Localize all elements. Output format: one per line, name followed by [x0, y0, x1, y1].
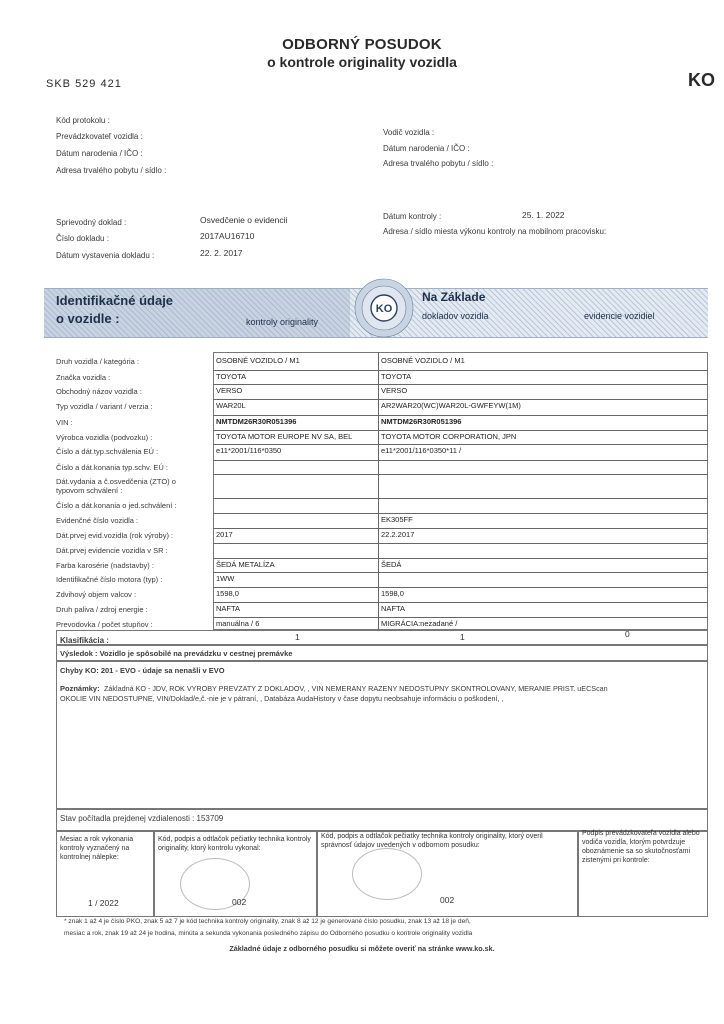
brand-mark: KO — [688, 70, 715, 90]
vehicle-row-separator — [213, 587, 708, 588]
band-right-title: Na Základe — [422, 290, 486, 304]
doc-number-value: 2017AU16710 — [200, 231, 255, 241]
vehicle-row-label: Značka vozidla : — [56, 373, 111, 382]
vehicle-row-label: Dát.prvej evid.vozidla (rok výroby) : — [56, 531, 174, 540]
vehicle-row-registry-value: e11*2001/116*0350*11 / — [381, 446, 462, 455]
footnote-line3: Základné údaje z odborného posudku si môžete overiť na stránke www.ko.sk. — [229, 944, 495, 953]
vehicle-row-registry-value: NMTDM26R30R051396 — [381, 417, 462, 426]
vehicle-row-registry-value: 22.2.2017 — [381, 530, 415, 539]
vehicle-row-doc-value: TOYOTA MOTOR EUROPE NV SA, BEL — [216, 432, 353, 441]
vehicle-row-separator — [213, 617, 708, 618]
vehicle-row-label: Číslo a dát.konania o jed.schválení : — [56, 501, 177, 510]
vehicle-row-doc-value: TOYOTA — [216, 372, 247, 381]
month-year-value: 1 / 2022 — [88, 898, 119, 908]
vehicle-row-label: Prevodovka / počet stupňov : — [56, 620, 153, 629]
vehicle-row-separator — [213, 444, 708, 445]
verifier-label: Kód, podpis a odtlačok pečiatky technika kontroly originality, ktorý overil správnosť údajov uvedených v odbornom posudku: — [321, 833, 543, 849]
vehicle-row-separator — [213, 474, 708, 475]
ko-seal-icon — [352, 276, 416, 340]
vehicle-row-registry-value: AR2WAR20(WC)WAR20L-GWFEYW(1M) — [381, 401, 521, 410]
vehicle-row-registry-value: NAFTA — [381, 604, 406, 613]
vehicle-row-label: Druh paliva / zdroj energie : — [56, 605, 148, 614]
vehicle-row-doc-value: e11*2001/116*0350 — [216, 446, 282, 455]
vehicle-row-doc-value: 2017 — [216, 530, 233, 539]
vehicle-row-doc-value: VERSO — [216, 386, 243, 395]
technician-label: Kód, podpis a odtlačok pečiatky technika kontroly originality, ktorý kontrolu vykonal: — [158, 836, 311, 852]
vehicle-row-separator — [213, 558, 708, 559]
birth-label: Dátum narodenia / IČO : — [56, 149, 143, 158]
vehicle-row-doc-value: OSOBNÉ VOZIDLO / M1 — [216, 356, 300, 365]
band-docs-label: dokladov vozidla — [422, 311, 489, 321]
footnote-line1: * znak 1 až 4 je číslo PKO, znak 5 až 7 je kód technika kontroly originality, znak 8 až 12 je generované číslo posudku, znak 13 až 18 je deň, — [64, 918, 471, 925]
vehicle-row-separator — [213, 384, 708, 385]
vehicle-row-doc-value: 1598,0 — [216, 589, 239, 598]
result-text: Výsledok : Vozidlo je spôsobilé na prevádzku v cestnej premávke — [60, 649, 293, 658]
vehicle-row-separator — [213, 430, 708, 431]
seal-text: KO — [375, 303, 393, 315]
vehicle-row-label: Číslo a dát.typ.schválenia EÚ : — [56, 447, 159, 456]
vehicle-row-separator — [213, 543, 708, 544]
driver-birth-label: Dátum narodenia / IČO : — [383, 144, 470, 153]
document-title: ODBORNÝ POSUDOK — [282, 36, 442, 53]
vehicle-row-separator — [213, 572, 708, 573]
vehicle-row-registry-value: TOYOTA — [381, 372, 412, 381]
vehicle-table-grid — [213, 352, 708, 630]
technician-code: 002 — [232, 897, 247, 907]
vehicle-row-label: Typ vozidla / variant / verzia : — [56, 402, 153, 411]
vehicle-row-label: Výrobca vozidla (podvozku) : — [56, 433, 153, 442]
classification-label: Klasifikácia : — [60, 636, 109, 645]
protocol-label: Kód protokolu : — [56, 116, 110, 125]
vehicle-row-separator — [213, 415, 708, 416]
classification-row — [56, 630, 708, 645]
vehicle-row-registry-value: TOYOTA MOTOR CORPORATION, JPN — [381, 432, 517, 441]
operator-signature-label: Podpis prevádzkovateľa vozidla alebo vodiča vozidla, ktorým potvrdzuje oboznámenie sa so skutočnosťami zistenými pri kontrole: — [582, 830, 700, 864]
control-date-value: 25. 1. 2022 — [522, 210, 565, 220]
serial-number: SKB 529 421 — [46, 78, 122, 90]
doc-number-label: Číslo dokladu : — [56, 234, 109, 243]
doc-issued-value: 22. 2. 2017 — [200, 248, 243, 258]
classification-value-3: 0 — [625, 629, 630, 639]
vehicle-row-label: Identifikačné číslo motora (typ) : — [56, 575, 163, 584]
vehicle-row-separator — [213, 460, 708, 461]
month-year-label: Mesiac a rok vykonania kontroly vyznačený na kontrolnej nálepke: — [60, 836, 134, 861]
vehicle-row-separator — [213, 399, 708, 400]
notes-label: Poznámky: — [60, 684, 100, 693]
defects-text: Chyby KO: 201 - EVO - údaje sa nenašli v EVO — [60, 666, 225, 675]
vehicle-row-registry-value: EK305FF — [381, 515, 413, 524]
doc-value: Osvedčenie o evidencii — [200, 215, 288, 225]
driver-address-label: Adresa trvalého pobytu / sídlo : — [383, 159, 494, 168]
band-title-line2: o vozidle : — [56, 311, 120, 326]
vehicle-row-label: Zdvihový objem valcov : — [56, 590, 137, 599]
vehicle-row-doc-value: NAFTA — [216, 604, 241, 613]
vehicle-row-registry-value: ŠEDÁ — [381, 560, 402, 569]
vehicle-row-label: Dát.prvej evidencie vozidla v SR : — [56, 546, 168, 555]
vehicle-row-registry-value: 1598,0 — [381, 589, 404, 598]
vehicle-row-registry-value: MIGRÁCIA:nezadané / — [381, 619, 458, 628]
document-subtitle: o kontrole originality vozidla — [267, 54, 457, 70]
vehicle-row-separator — [213, 498, 708, 499]
address-label: Adresa trvalého pobytu / sídlo : — [56, 166, 167, 175]
band-title-line1: Identifikačné údaje — [56, 293, 174, 308]
vehicle-row-doc-value: WAR20L — [216, 401, 246, 410]
notes-line2: OKOLIE VIN NEDOSTUPNE, VIN/Doklad/e,č.-nie je v pátraní, , Databáza AudaHistory v čase dopytu neobsahuje informáciu o poškodení, , — [60, 694, 504, 703]
vehicle-row-doc-value: 1WW — [216, 574, 235, 583]
control-date-label: Dátum kontroly : — [383, 212, 442, 221]
footnote-line2: mesiac a rok, znak 19 až 24 je hodina, minúta a sekunda vykonania posledného zápisu do Odborného posudku o kontrole originality vozidla — [64, 930, 473, 937]
band-control-label: kontroly originality — [246, 317, 319, 327]
doc-issued-label: Dátum vystavenia dokladu : — [56, 251, 155, 260]
vehicle-row-label: Číslo a dát.konania typ.schv. EÚ : — [56, 463, 168, 472]
vehicle-row-label: Obchodný názov vozidla : — [56, 387, 142, 396]
vehicle-row-doc-value: NMTDM26R30R051396 — [216, 417, 297, 426]
vehicle-row-separator — [213, 513, 708, 514]
driver-label: Vodič vozidla : — [383, 128, 435, 137]
vehicle-row-separator — [213, 602, 708, 603]
vehicle-row-label: Farba karosérie (nadstavby) : — [56, 561, 154, 570]
doc-label: Sprievodný doklad : — [56, 218, 127, 227]
vehicle-row-separator — [213, 370, 708, 371]
verifier-stamp-icon — [352, 848, 422, 900]
notes-line1: Základná KO - JDV, ROK VYROBY PREVZATY Z DOKLADOV, , VIN NEMERANY RAZENY NEDOSTUPNY SKONTROLOVANY, MERANIE PRIST. uECScan — [104, 684, 608, 693]
vehicle-row-label: Evidenčné číslo vozidla : — [56, 516, 139, 525]
vehicle-row-label: Dát.vydania a č.osvedčenia (ZTO) o typovom schválení : — [56, 477, 176, 495]
vehicle-row-label: Druh vozidla / kategória : — [56, 357, 139, 366]
vehicle-row-separator — [213, 528, 708, 529]
classification-value-2: 1 — [460, 632, 465, 642]
operator-label: Prevádzkovateľ vozidla : — [56, 132, 143, 141]
vehicle-row-doc-value: manuálna / 6 — [216, 619, 260, 628]
vehicle-row-doc-value: ŠEDÁ METALÍZA — [216, 560, 275, 569]
mobile-site-label: Adresa / sídlo miesta výkonu kontroly na mobilnom pracovisku: — [383, 227, 607, 236]
verifier-code: 002 — [440, 895, 455, 905]
vehicle-row-registry-value: VERSO — [381, 386, 408, 395]
vehicle-table-divider — [378, 352, 379, 630]
odometer-text: Stav počítadla prejdenej vzdialenosti : 153709 — [60, 814, 224, 823]
classification-value-1: 1 — [295, 632, 300, 642]
band-registry-label: evidencie vozidiel — [584, 311, 655, 321]
vehicle-row-label: VIN : — [56, 418, 73, 427]
vehicle-row-registry-value: OSOBNÉ VOZIDLO / M1 — [381, 356, 465, 365]
